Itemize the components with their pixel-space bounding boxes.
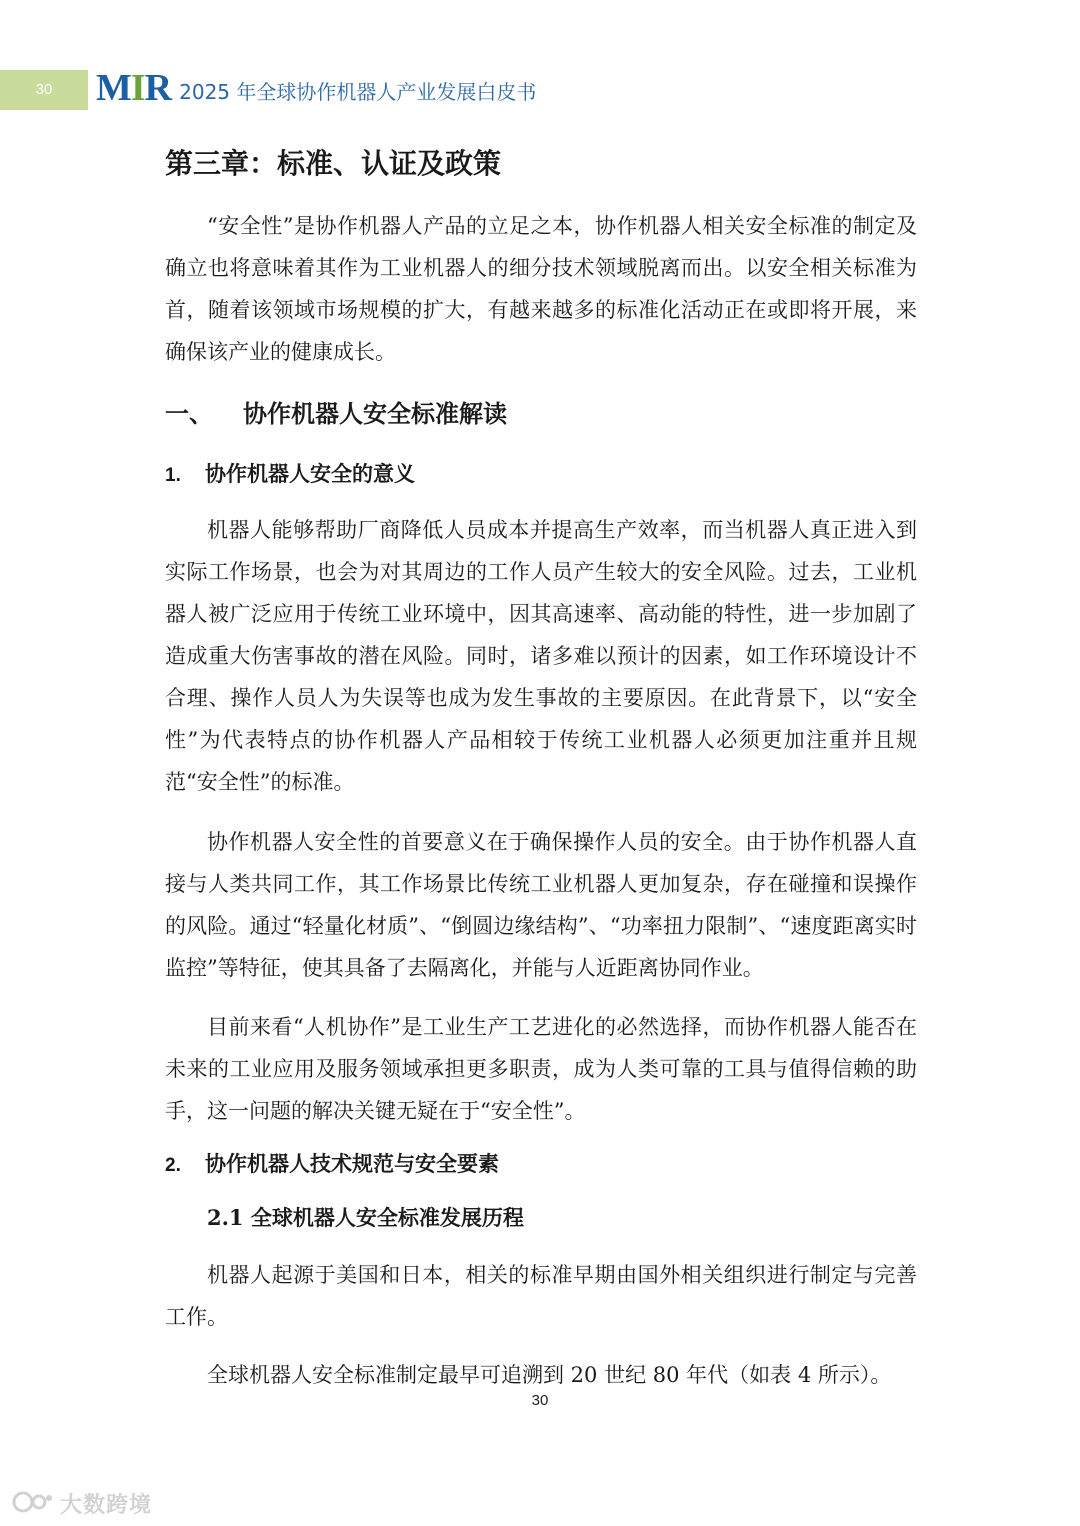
subsection-number: 2. bbox=[165, 1155, 181, 1176]
body-paragraph-2: 协作机器人安全性的首要意义在于确保操作人员的安全。由于协作机器人直接与人类共同工作，其工作场景比传统工业机器人更加复杂，存在碰撞和误操作的风险。通过“轻量化材质”、“倒圆边缘结构”、“功率扭力限制”、“速度距离实时监控”等特征，使其具备了去隔离化，并能与人近距离协同作业。 bbox=[165, 830, 917, 980]
section-heading bbox=[165, 397, 917, 431]
subsection-number: 1. bbox=[165, 465, 181, 486]
watermark-logo-icon bbox=[12, 1489, 54, 1519]
page-number: 30 bbox=[531, 1392, 549, 1409]
subsection-heading-1 bbox=[165, 459, 917, 491]
header-brand bbox=[96, 68, 536, 108]
watermark-text: 大数跨境 bbox=[60, 1493, 153, 1518]
section-number: 一、 bbox=[165, 399, 213, 428]
watermark bbox=[12, 1488, 152, 1519]
body-paragraph-4: 机器人起源于美国和日本，相关的标准早期由国外相关组织进行制定与完善工作。 bbox=[165, 1263, 917, 1329]
subsubsection-heading: 2.1 全球机器人安全标准发展历程 bbox=[207, 1205, 524, 1230]
subsection-title: 协作机器人技术规范与安全要素 bbox=[205, 1151, 499, 1176]
page-tab: 30 bbox=[0, 70, 88, 110]
subsection-heading-2 bbox=[165, 1149, 917, 1181]
header-title: 2025 年全球协作机器人产业发展白皮书 bbox=[179, 80, 537, 104]
subsection-title: 协作机器人安全的意义 bbox=[205, 461, 415, 486]
intro-paragraph: “安全性”是协作机器人产品的立足之本，协作机器人相关安全标准的制定及确立也将意味着其作为工业机器人的细分技术领域脱离而出。以安全相关标准为首，随着该领域市场规模的扩大，有越来越多的标准化活动正在或即将开展，来确保该产业的健康成长。 bbox=[165, 214, 917, 364]
body-paragraph-5: 全球机器人安全标准制定最早可追溯到 20 世纪 80 年代（如表 4 所示）。 bbox=[207, 1363, 892, 1387]
chapter-title: 第三章：标准、认证及政策 bbox=[165, 147, 502, 180]
body-paragraph-1: 机器人能够帮助厂商降低人员成本并提高生产效率，而当机器人真正进入到实际工作场景，也会为对其周边的工作人员产生较大的安全风险。过去，工业机器人被广泛应用于传统工业环境中，因其高速率、高动能的特性，进一步加剧了造成重大伤害事故的潜在风险。同时，诸多难以预计的因素，如工作环境设计不合理、操作人员人为失误等也成为发生事故的主要原因。在此背景下，以“安全性”为代表特点的协作机器人产品相较于传统工业机器人必须更加注重并且规范“安全性”的标准。 bbox=[165, 518, 917, 794]
body-paragraph-3: 目前来看“人机协作”是工业生产工艺进化的必然选择，而协作机器人能否在未来的工业应用及服务领域承担更多职责，成为人类可靠的工具与值得信赖的助手，这一问题的解决关键无疑在于“安全性”。 bbox=[165, 1015, 917, 1123]
section-title: 协作机器人安全标准解读 bbox=[243, 399, 507, 428]
mir-logo: MIR bbox=[96, 67, 172, 109]
